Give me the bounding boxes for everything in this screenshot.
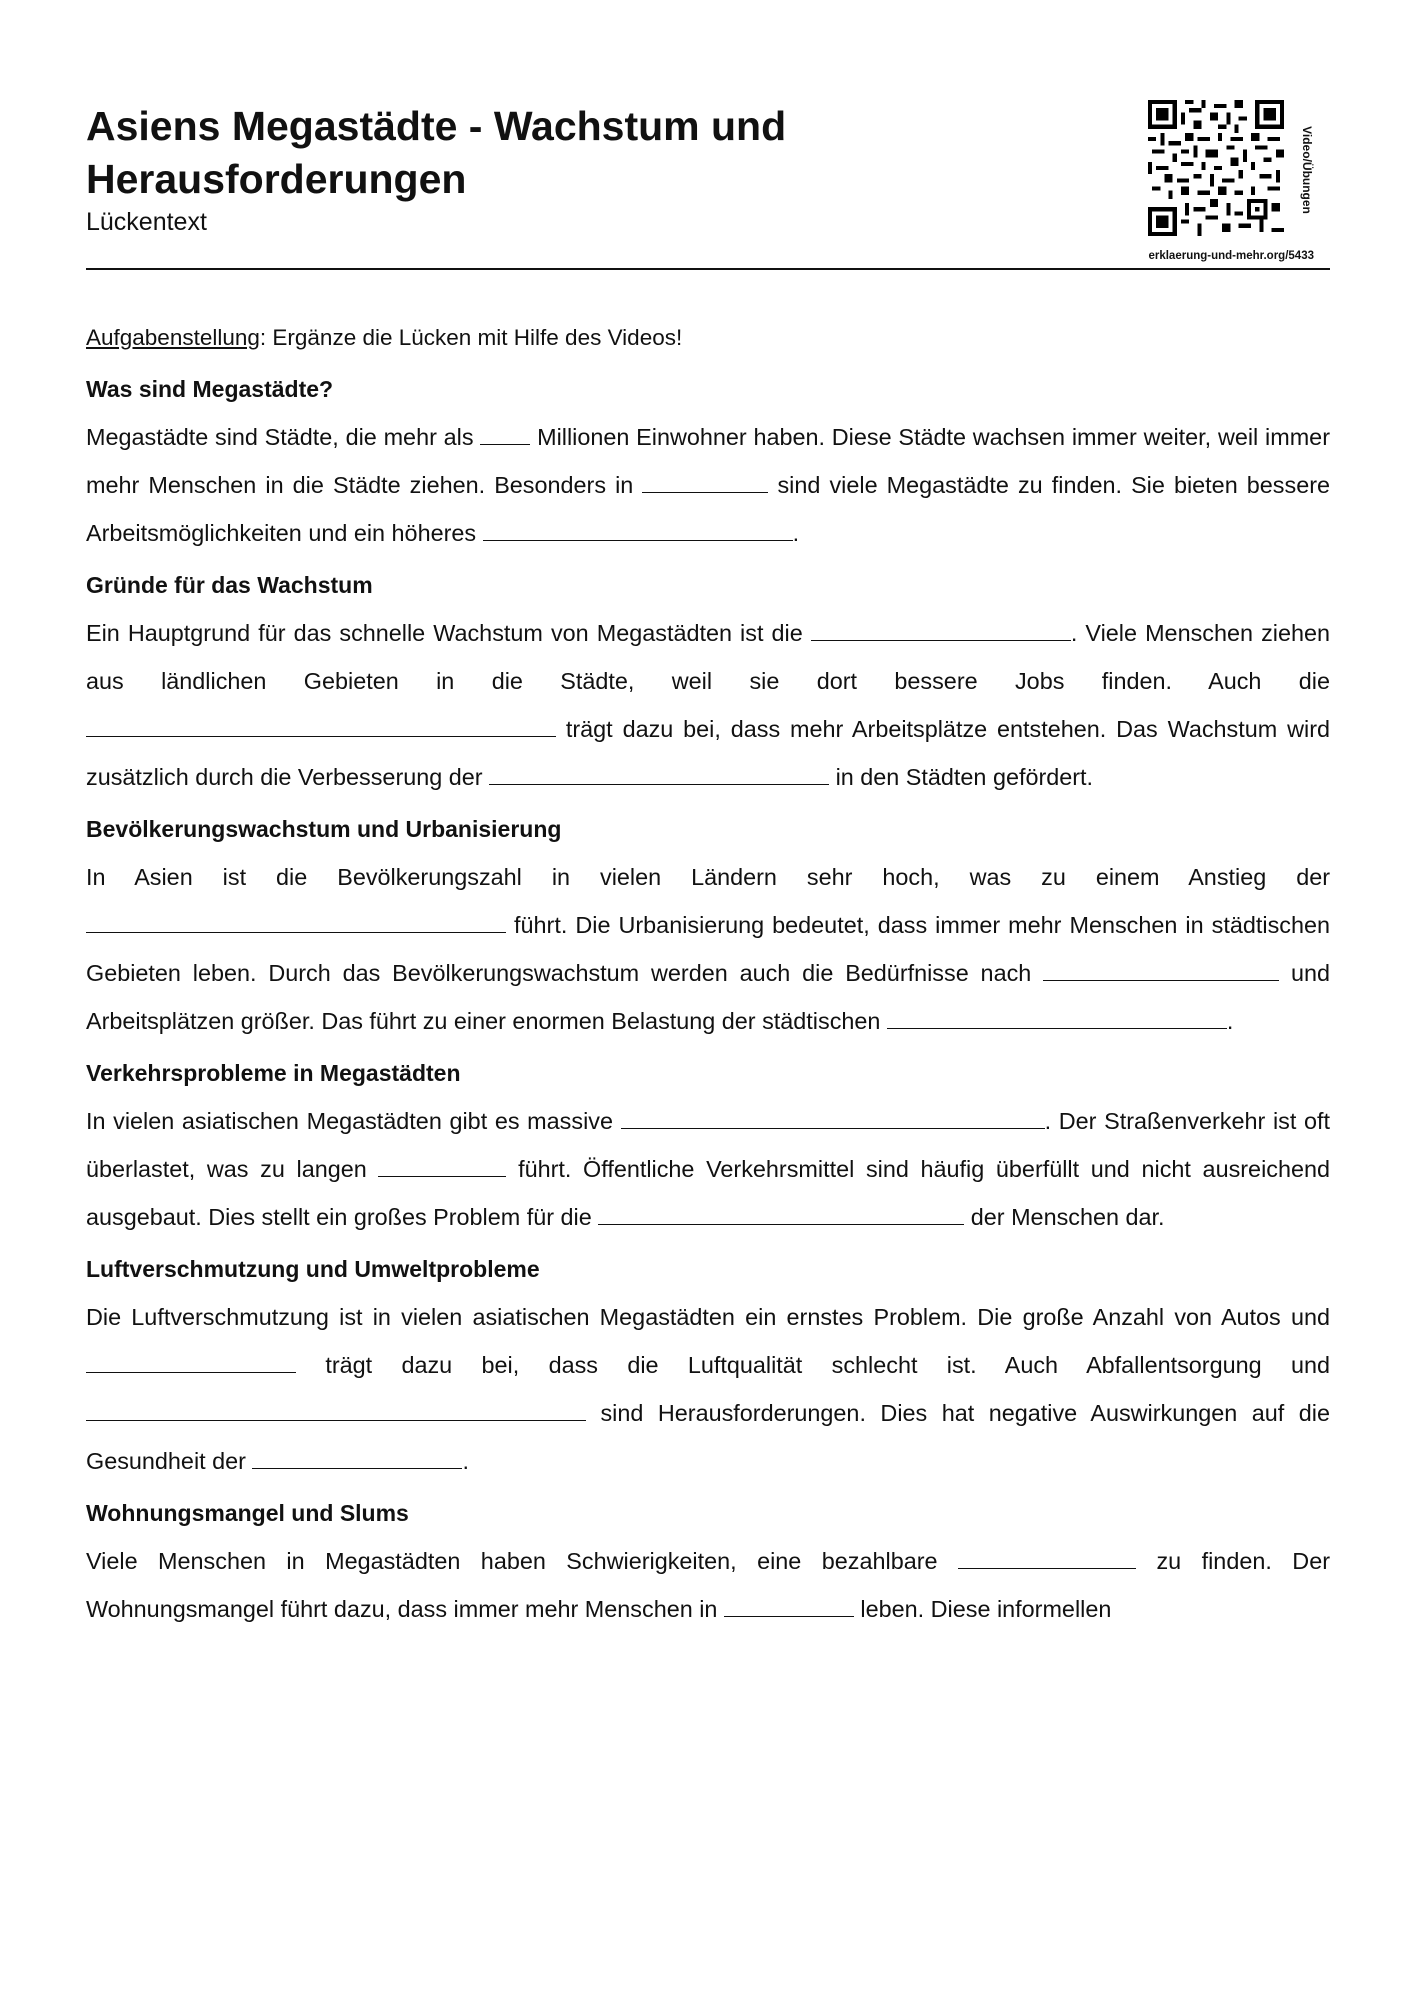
section-population-urbanisation [86, 813, 1330, 1045]
section-text: Ein Hauptgrund für das schnelle Wachstum von Megastädten ist die . Viele Menschen ziehen aus ländlichen Gebieten in die Städte, weil sie dort bessere Jobs finden. Auch die trägt dazu bei, dass mehr Arbeitsplätze entstehen. Das Wachstum wird zusätzlich durch die Verbesserung der in den Städten gefördert. [86, 609, 1330, 801]
section-heading: Wohnungsmangel und Slums [86, 1500, 409, 1526]
blank-field[interactable] [724, 1591, 854, 1617]
worksheet-body [86, 317, 1330, 1645]
section-heading: Luftverschmutzung und Umweltprobleme [86, 1256, 540, 1282]
blank-field[interactable] [1043, 955, 1279, 981]
task-label: Aufgabenstellung [86, 325, 260, 350]
qr-url[interactable]: erklaerung-und-mehr.org/5433 [1148, 250, 1314, 262]
blank-field[interactable] [621, 1103, 1045, 1129]
blank-field[interactable] [86, 1395, 586, 1421]
section-megacities [86, 373, 1330, 557]
blank-field[interactable] [483, 515, 793, 541]
section-text: Viele Menschen in Megastädten haben Schwierigkeiten, eine bezahlbare zu finden. Der Wohnungsmangel führt dazu, dass immer mehr Menschen in leben. Diese informellen [86, 1537, 1330, 1633]
section-heading: Gründe für das Wachstum [86, 572, 373, 598]
page-subtitle: Lückentext [86, 208, 207, 236]
blank-field[interactable] [642, 467, 768, 493]
blank-field[interactable] [86, 711, 556, 737]
blank-field[interactable] [86, 1347, 296, 1373]
blank-field[interactable] [811, 615, 1071, 641]
blank-field[interactable] [958, 1543, 1136, 1569]
qr-side-label: Video/Übungen [1300, 126, 1314, 214]
section-heading: Was sind Megastädte? [86, 376, 334, 402]
blank-field[interactable] [598, 1199, 964, 1225]
header-divider [86, 268, 1330, 270]
page-title: Asiens Megastädte - Wachstum und Herausforderungen [86, 103, 787, 202]
section-text: Die Luftverschmutzung ist in vielen asiatischen Megastädten ein ernstes Problem. Die große Anzahl von Autos und trägt dazu bei, dass die Luftqualität schlecht ist. Auch Abfallentsorgung und sind Herausforderungen. Dies hat negative Auswirkungen auf die Gesundheit der . [86, 1304, 1330, 1474]
section-text: In Asien ist die Bevölkerungszahl in vielen Ländern sehr hoch, was zu einem Anstieg der führt. Die Urbanisierung bedeutet, dass immer mehr Menschen in städtischen Gebieten leben. Durch das Bevölkerungswachstum werden auch die Bedürfnisse nach und Arbeitsplätzen größer. Das führt zu einer enormen Belastung der städtischen . [86, 864, 1330, 1034]
section-heading: Bevölkerungswachstum und Urbanisierung [86, 816, 562, 842]
task-text: : Ergänze die Lücken mit Hilfe des Videos! [259, 325, 683, 350]
section-housing-slums [86, 1497, 1330, 1633]
section-traffic [86, 1057, 1330, 1241]
blank-field[interactable] [378, 1151, 506, 1177]
qr-code-icon[interactable] [1148, 100, 1284, 236]
section-air-pollution [86, 1253, 1330, 1485]
section-heading: Verkehrsprobleme in Megastädten [86, 1060, 461, 1086]
section-text: Megastädte sind Städte, die mehr als Millionen Einwohner haben. Diese Städte wachsen immer weiter, weil immer mehr Menschen in die Städte ziehen. Besonders in sind viele Megastädte zu finden. Sie bieten bessere Arbeitsmöglichkeiten und ein höheres . [86, 413, 1330, 557]
blank-field[interactable] [887, 1003, 1227, 1029]
blank-field[interactable] [489, 759, 829, 785]
blank-field[interactable] [480, 419, 530, 445]
worksheet-header [86, 100, 1330, 272]
task-instruction [86, 317, 1330, 359]
section-growth-reasons [86, 569, 1330, 801]
blank-field[interactable] [86, 907, 506, 933]
section-text: In vielen asiatischen Megastädten gibt es massive . Der Straßenverkehr ist oft überlastet, was zu langen führt. Öffentliche Verkehrsmittel sind häufig überfüllt und nicht ausreichend ausgebaut. Dies stellt ein großes Problem für die der Menschen dar. [86, 1097, 1330, 1241]
blank-field[interactable] [252, 1443, 462, 1469]
